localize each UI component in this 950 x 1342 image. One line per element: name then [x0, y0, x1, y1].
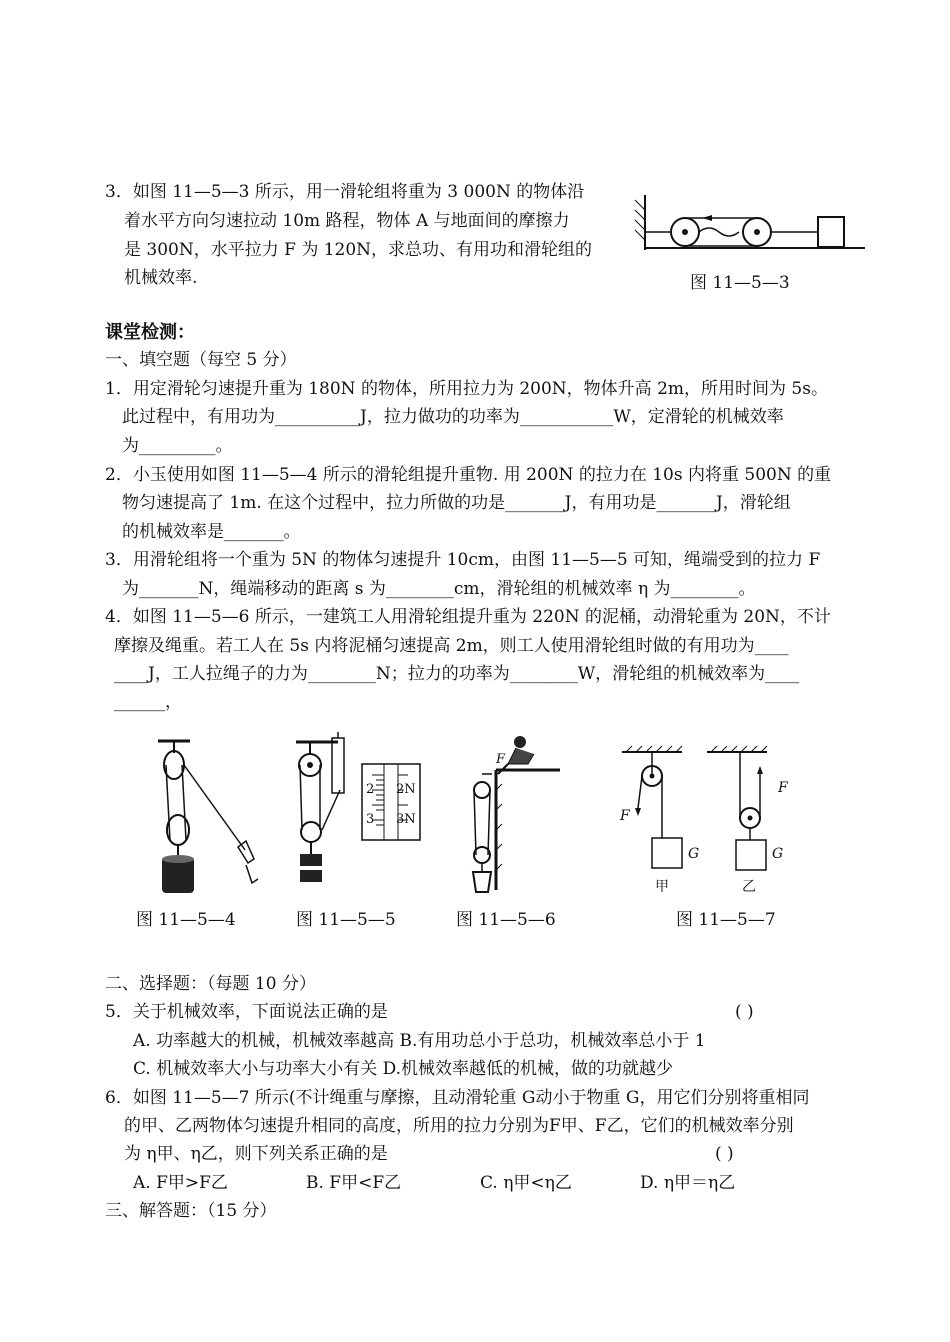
q6-option-d: D. η甲＝η乙: [640, 1173, 736, 1193]
q6-option-a: A. F甲>F乙: [133, 1173, 228, 1193]
fig7-g-jia: G: [688, 846, 700, 862]
q5-bracket: ( ): [735, 1002, 754, 1022]
fig5-scale-2: 2: [366, 782, 375, 797]
fig7-label-jia: 甲: [655, 879, 669, 895]
q2-line3: 的机械效率是_______。: [122, 522, 301, 542]
fig5-scale-3n: 3N: [396, 812, 416, 827]
p3-line2: 着水平方向匀速拉动 10m 路程，物体 A 与地面间的摩擦力: [124, 211, 570, 231]
section-title: 课堂检测：: [105, 322, 195, 343]
q6-line1: 6．如图 11—5—7 所示(不计绳重与摩擦，且动滑轮重 G动小于物重 G，用它们分别将重相同: [105, 1088, 810, 1108]
q5-options-row2: C. 机械效率大小与功率大小有关 D.机械效率越低的机械，做的功就越少: [133, 1059, 674, 1079]
fig7-f-jia: F: [620, 808, 630, 824]
fig7-f-yi: F: [778, 780, 788, 796]
q6-line2: 的甲、乙两物体匀速提升相同的高度，所用的拉力分别为F甲、F乙，它们的机械效率分别: [124, 1116, 794, 1136]
q4-line1: 4．如图 11—5—6 所示，一建筑工人用滑轮组提升重为 220N 的泥桶，动滑轮重为 20N，不计: [105, 607, 831, 627]
q3-line1: 3．用滑轮组将一个重为 5N 的物体匀速提升 10cm，由图 11—5—5 可知，绳端受到的拉力 F: [105, 550, 821, 570]
caption-11-5-3: 图 11—5—3: [690, 273, 790, 293]
q5-options-row1: A. 功率越大的机械，机械效率越高 B.有用功总小于总功，机械效率总小于 1: [133, 1031, 706, 1051]
part1-heading: 一、填空题（每空 5 分）: [105, 350, 297, 370]
p3-line3: 是 300N，水平拉力 F 为 120N，求总功、有用功和滑轮组的: [124, 240, 593, 260]
figure-11-5-7: [612, 740, 802, 890]
figure-11-5-4: [150, 735, 270, 900]
part2-heading: 二、选择题：（每题 10 分）: [105, 974, 316, 994]
q1-line1: 1．用定滑轮匀速提升重为 180N 的物体，所用拉力为 200N，物体升高 2m，所用时间为 5s。: [105, 379, 828, 399]
fig5-scale-3: 3: [366, 812, 375, 827]
p3-line1: 3．如图 11—5—3 所示，用一滑轮组将重为 3 000N 的物体沿: [105, 182, 585, 202]
p3-line4: 机械效率.: [124, 268, 198, 288]
fig6-f-label: F: [496, 752, 506, 767]
q4-line4: ______，: [114, 692, 182, 712]
q6-line3: 为 η甲、η乙，则下列关系正确的是: [124, 1144, 388, 1164]
q5-stem: 5．关于机械效率，下面说法正确的是: [105, 1002, 388, 1022]
q2-line2: 物匀速提高了 1m. 在这个过程中，拉力所做的功是_______J，有用功是_______J，滑轮组: [122, 493, 791, 513]
caption-11-5-7: 图 11—5—7: [676, 910, 776, 930]
fig5-scale-2n: 2N: [396, 782, 416, 797]
part3-heading: 三、解答题：（15 分）: [105, 1201, 277, 1221]
q1-line2: 此过程中，有用功为__________J，拉力做功的功率为___________W，定滑轮的机械效率: [122, 407, 784, 427]
caption-11-5-6: 图 11—5—6: [456, 910, 556, 930]
caption-11-5-5: 图 11—5—5: [296, 910, 396, 930]
q1-line3: 为_________。: [122, 436, 233, 456]
q6-option-b: B. F甲<F乙: [306, 1173, 402, 1193]
q2-line1: 2．小玉使用如图 11—5—4 所示的滑轮组提升重物. 用 200N 的拉力在 10s 内将重 500N 的重: [105, 465, 832, 485]
figure-11-5-3: [630, 185, 870, 265]
q4-line3: ____J，工人拉绳子的力为________N；拉力的功率为________W，滑轮组的机械效率为____: [114, 664, 800, 684]
fig7-label-yi: 乙: [742, 879, 756, 895]
q4-line2: 摩擦及绳重。若工人在 5s 内将泥桶匀速提高 2m，则工人使用滑轮组时做的有用功为____: [114, 636, 789, 656]
caption-11-5-4: 图 11—5—4: [136, 910, 236, 930]
q6-bracket: ( ): [715, 1144, 734, 1164]
q3-line2: 为_______N，绳端移动的距离 s 为________cm，滑轮组的机械效率 η 为________。: [122, 579, 756, 599]
fig7-g-yi: G: [772, 846, 784, 862]
q6-option-c: C. η甲<η乙: [480, 1173, 572, 1193]
figure-11-5-6: [468, 730, 568, 900]
